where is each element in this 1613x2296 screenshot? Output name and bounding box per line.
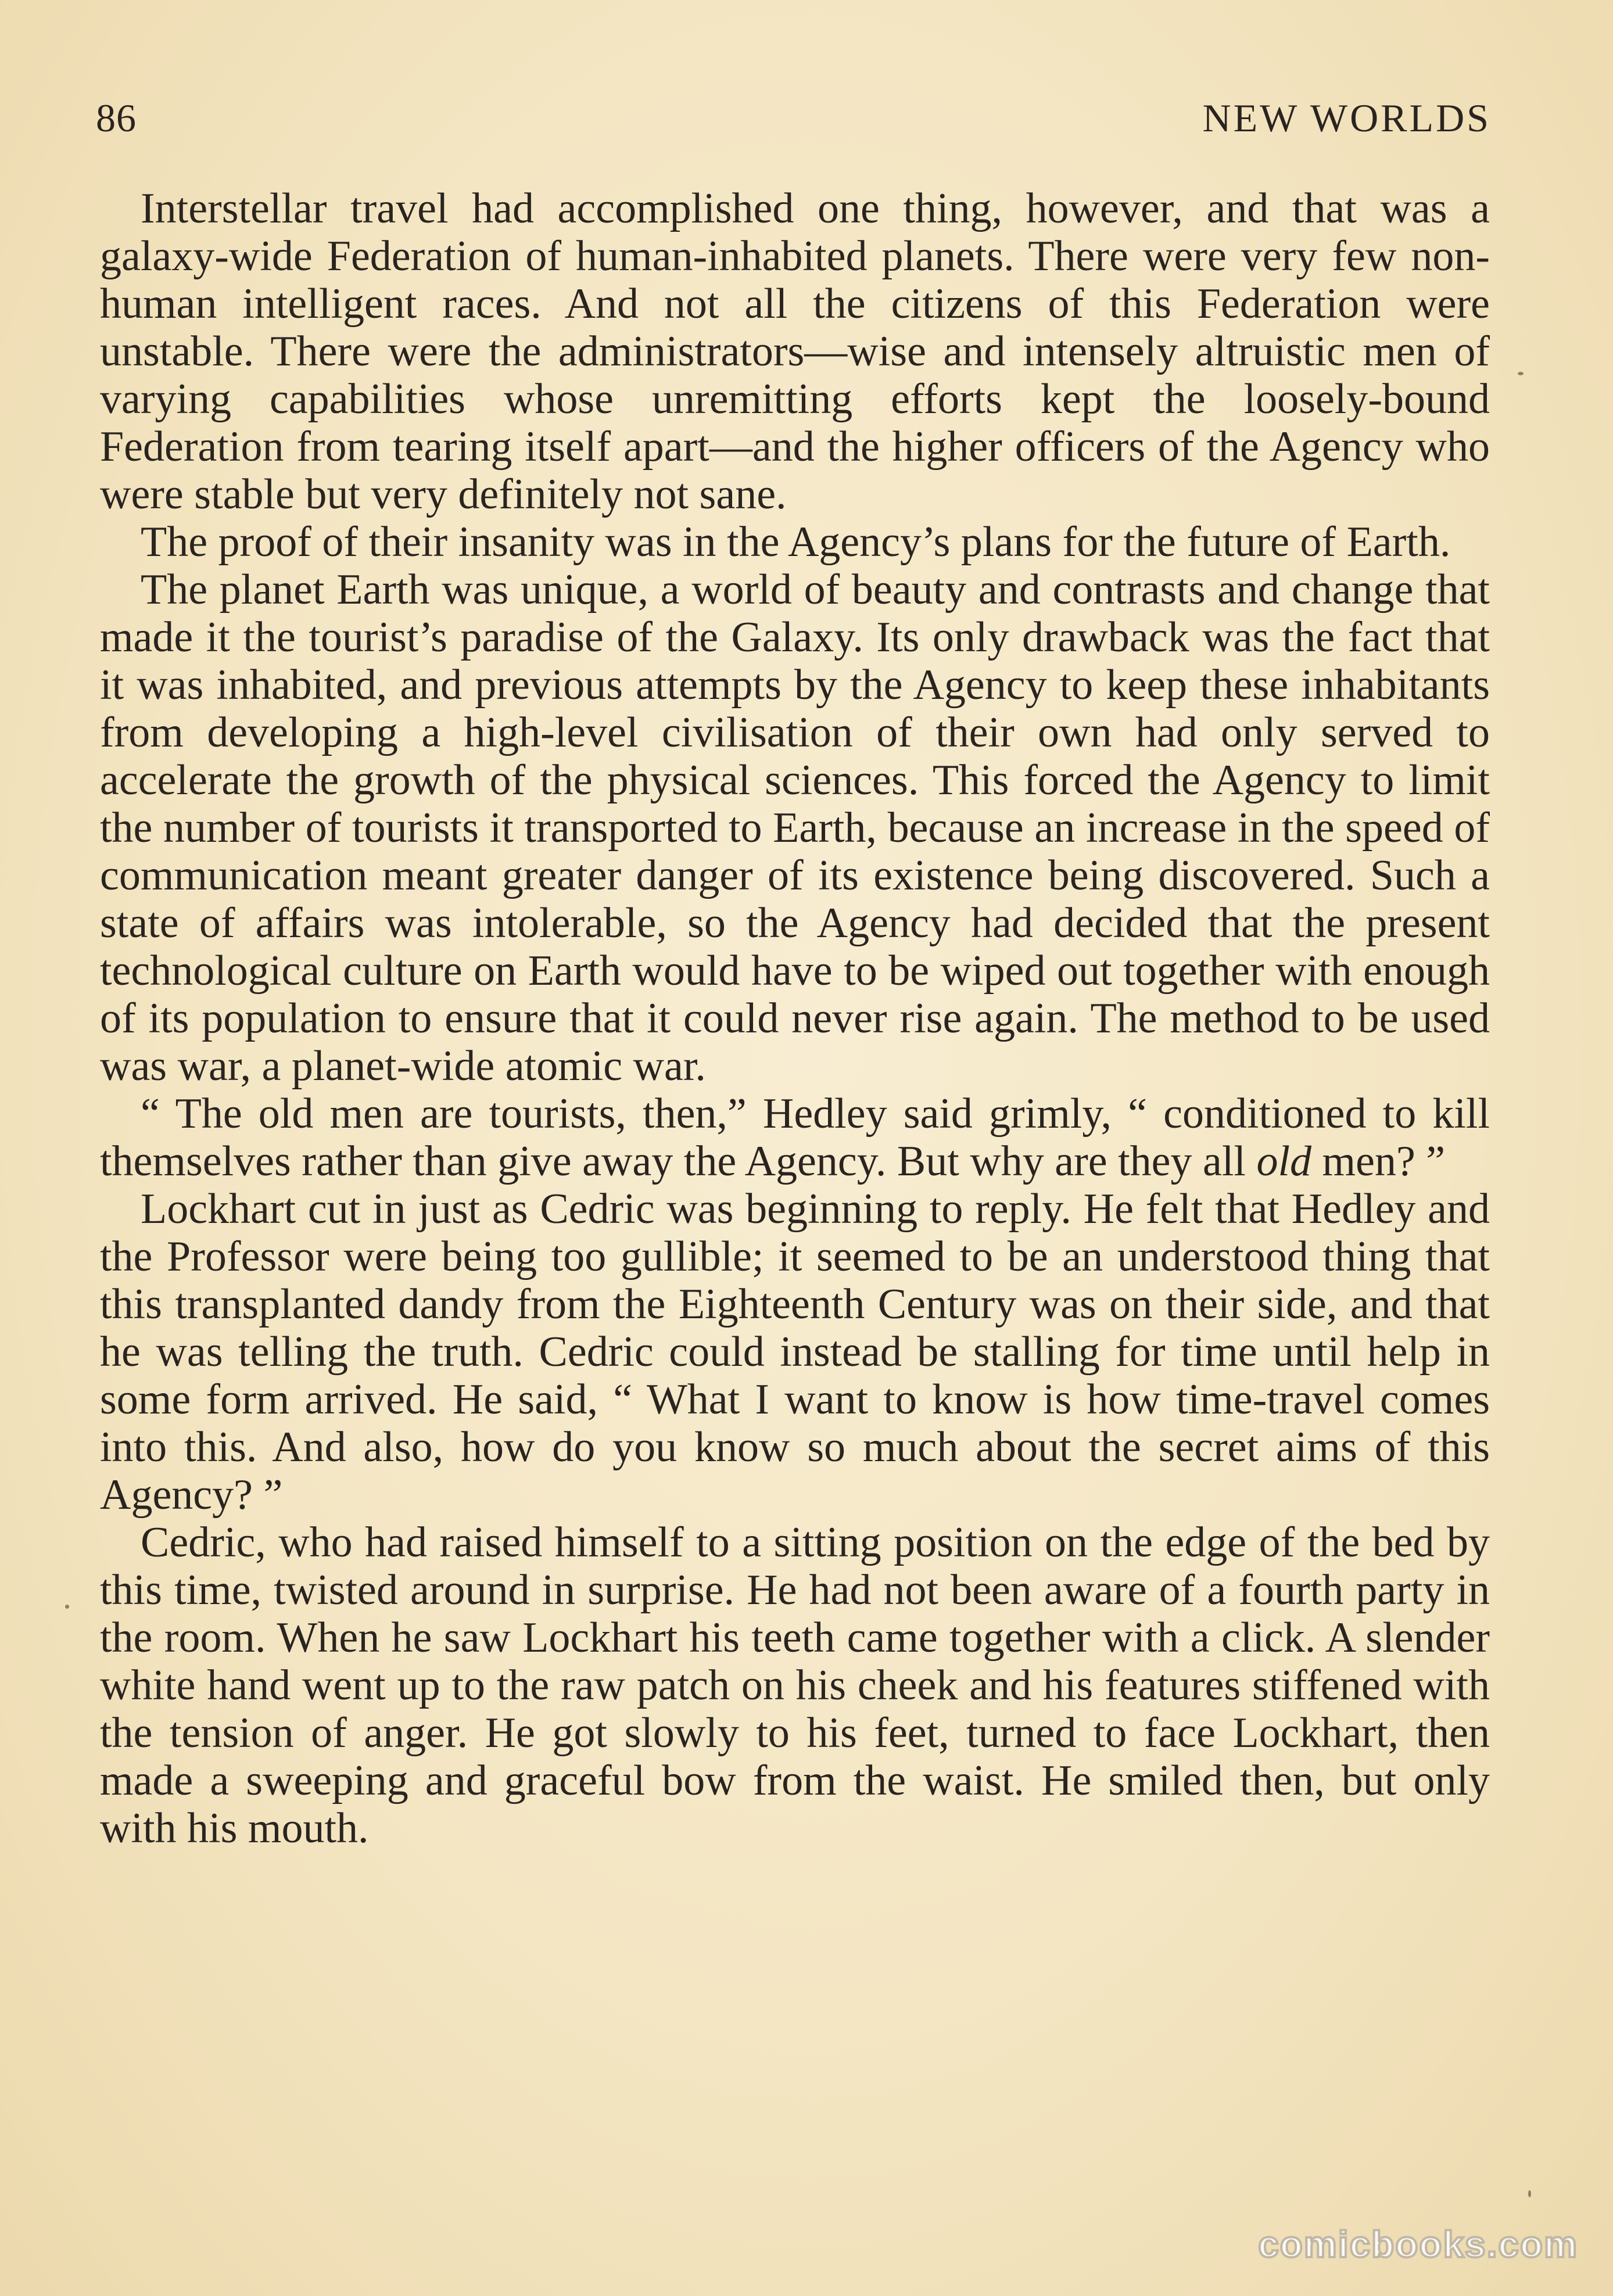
paper-speck bbox=[1528, 2190, 1531, 2197]
paragraph-4-text-start: “ The old men are tourists, then,” Hedley said grimly, “ conditioned to kill themselves rather than give away the Agency. But why are they all bbox=[100, 1090, 1490, 1185]
running-head bbox=[0, 86, 1613, 150]
paragraph-4 bbox=[100, 1090, 1490, 1185]
watermark-logo: comicbooks.com bbox=[1258, 2223, 1578, 2265]
paragraph-1: Interstellar travel had accomplished one thing, however, and that was a galaxy-wide Federation of human-inhabited planets. There were very few non-human intelligent races. And not all the citizens of this Federation were unstable. There were the administrators—wise and intensely altruistic men of varying capabilities whose unremitting efforts kept the loosely-bound Federation from tearing itself apart—and the higher officers of the Agency who were stable but very definitely not sane. bbox=[100, 185, 1490, 518]
paragraph-6: Cedric, who had raised himself to a sitting position on the edge of the bed by this time, twisted around in surprise. He had not been aware of a fourth party in the room. When he saw Lockhart his teeth came together with a click. A slender white hand went up to the raw patch on his cheek and his features stiffened with the tension of anger. He got slowly to his feet, turned to face Lockhart, then made a sweeping and graceful bow from the waist. He smiled then, but only with his mouth. bbox=[100, 1519, 1490, 1852]
paper-speck bbox=[65, 1605, 69, 1609]
body-text bbox=[100, 185, 1490, 1852]
paper-speck bbox=[1518, 372, 1524, 375]
paragraph-2: The proof of their insanity was in the Agency’s plans for the future of Earth. bbox=[141, 518, 1451, 566]
paragraph-5: Lockhart cut in just as Cedric was beginning to reply. He felt that Hedley and the Professor were being too gullible; it seemed to be an understood thing that this transplanted dandy from the Eighteenth Century was on their side, and that he was telling the truth. Cedric could instead be stalling for time until help in some form arrived. He said, “ What I want to know is how time-travel comes into this. And also, how do you know so much about the secret aims of this Agency? ” bbox=[100, 1185, 1490, 1519]
page-number: 86 bbox=[96, 96, 137, 140]
paragraph-3: The planet Earth was unique, a world of beauty and contrasts and change that made it the tourist’s paradise of the Galaxy. Its only drawback was the fact that it was inhabited, and previous attempts by the Agency to keep these inhabitants from developing a high-level civilisation of their own had only served to accelerate the growth of the physical sciences. This forced the Agency to limit the number of tourists it transported to Earth, because an increase in the speed of communication meant greater danger of its existence being discovered. Such a state of affairs was intolerable, so the Agency had decided that the present technological culture on Earth would have to be wiped out together with enough of its population to ensure that it could never rise again. The method to be used was war, a planet-wide atomic war. bbox=[100, 566, 1490, 1090]
paragraph-4-italic-word: old bbox=[1256, 1138, 1312, 1185]
paragraph-4-text-end: men? ” bbox=[1311, 1138, 1446, 1185]
running-title: NEW WORLDS bbox=[1202, 96, 1491, 140]
